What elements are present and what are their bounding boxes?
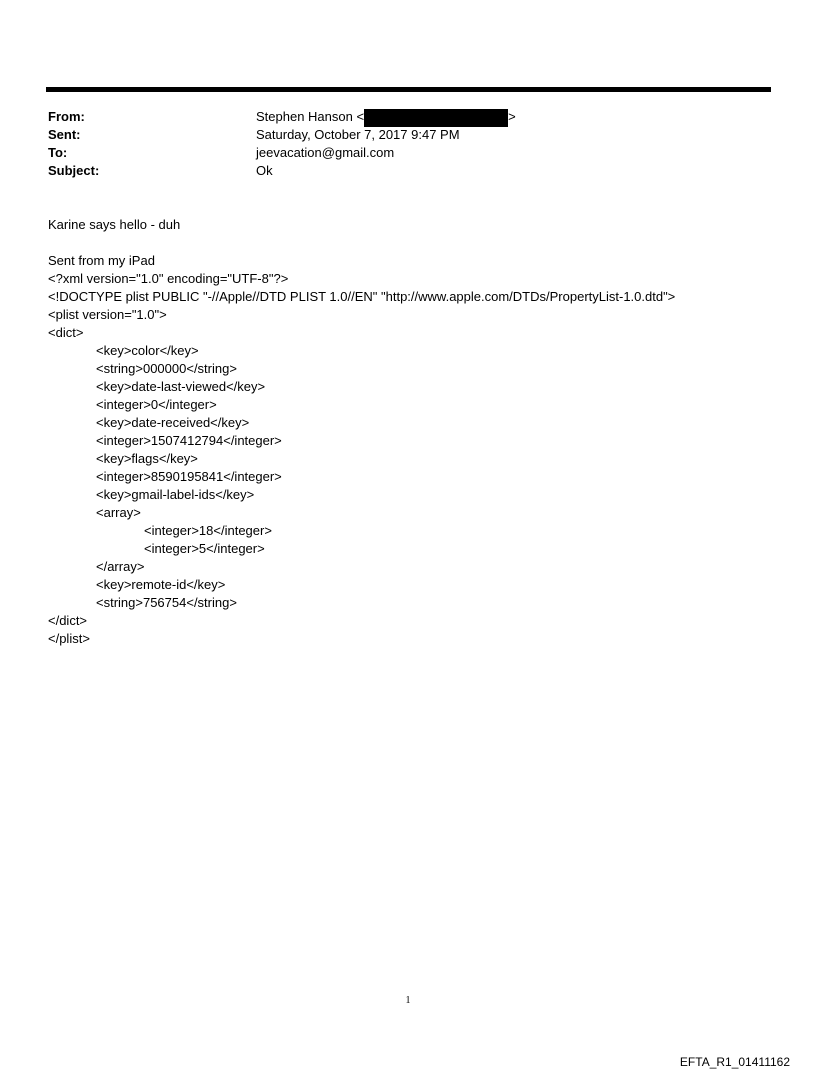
greeting-line: Karine says hello - duh	[48, 217, 181, 232]
to-row	[48, 144, 768, 162]
plist-entry: <key>color</key>	[96, 343, 199, 358]
redacted-email-block	[364, 109, 508, 127]
xml-declaration: <?xml version="1.0" encoding="UTF-8"?>	[48, 271, 289, 286]
signature-line: Sent from my iPad	[48, 253, 155, 268]
sent-label: Sent:	[48, 127, 81, 142]
plist-entry: <integer>8590195841</integer>	[96, 469, 282, 484]
page-number: 1	[405, 995, 411, 1006]
from-name: Stephen Hanson <	[256, 109, 365, 124]
plist-entry: <string>756754</string>	[96, 595, 237, 610]
header-rule	[46, 87, 771, 92]
doctype-line: <!DOCTYPE plist PUBLIC "-//Apple//DTD PLIST 1.0//EN" "http://www.apple.com/DTDs/PropertyList-1.0.dtd">	[48, 289, 676, 304]
sent-value: Saturday, October 7, 2017 9:47 PM	[256, 127, 460, 142]
bates-number: EFTA_R1_01411162	[679, 1055, 790, 1069]
from-value	[256, 108, 516, 126]
plist-entry: <key>remote-id</key>	[96, 577, 226, 592]
dict-close: </dict>	[48, 613, 88, 628]
plist-entry: <integer>1507412794</integer>	[96, 433, 282, 448]
dict-open: <dict>	[48, 325, 84, 340]
array-item: <integer>5</integer>	[144, 541, 265, 556]
array-item: <integer>18</integer>	[144, 523, 272, 538]
subject-label: Subject:	[48, 163, 100, 178]
plist-entry: <key>gmail-label-ids</key>	[96, 487, 255, 502]
from-close: >	[508, 109, 516, 124]
plist-entry: </array>	[96, 559, 145, 574]
plist-entry: <key>date-last-viewed</key>	[96, 379, 266, 394]
plist-entry: <key>date-received</key>	[96, 415, 250, 430]
to-value: jeevacation@gmail.com	[256, 145, 395, 160]
blank-line	[48, 234, 778, 252]
plist-entry: <key>flags</key>	[96, 451, 198, 466]
plist-entry: <array>	[96, 505, 141, 520]
subject-value: Ok	[256, 163, 273, 178]
email-body	[48, 216, 778, 648]
subject-row	[48, 162, 768, 180]
sent-row	[48, 126, 768, 144]
plist-close: </plist>	[48, 631, 90, 646]
from-label: From:	[48, 109, 85, 124]
plist-entry: <integer>0</integer>	[96, 397, 217, 412]
email-header	[48, 108, 768, 180]
plist-open: <plist version="1.0">	[48, 307, 167, 322]
plist-entry: <string>000000</string>	[96, 361, 237, 376]
from-row	[48, 108, 768, 126]
to-label: To:	[48, 145, 68, 160]
